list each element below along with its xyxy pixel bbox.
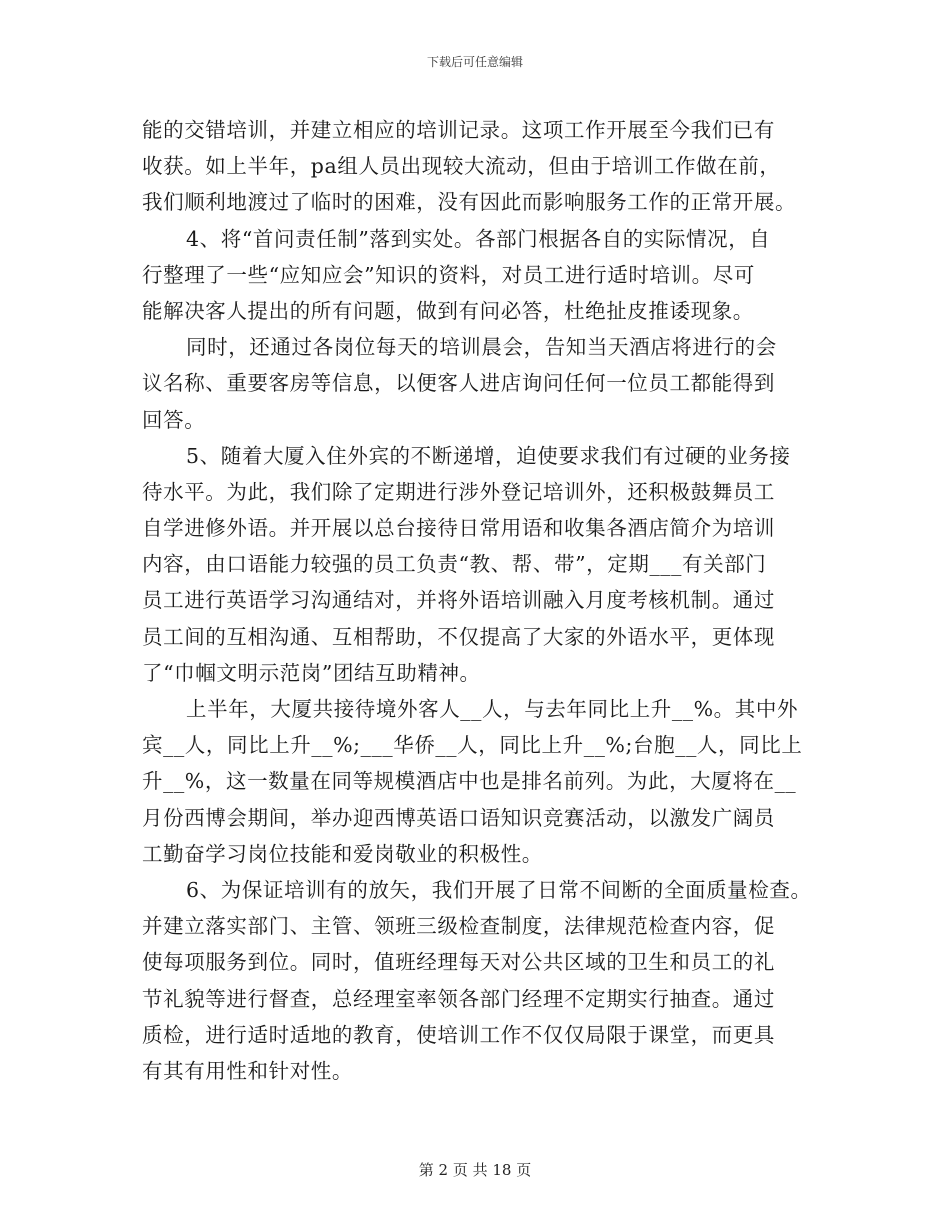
page-footer: 第 2 页 共 18 页 — [418, 1161, 532, 1179]
paragraph-start-line: 4、将“首问责任制”落到实处。各部门根据各自的实际情况，自 — [186, 226, 771, 251]
paragraph-start-line: 6、为保证培训有的放矢，我们开展了日常不间断的全面质量检查。 — [186, 877, 812, 902]
text-line: 节礼貌等进行督查，总经理室率领各部门经理不定期实行抽查。通过 — [142, 986, 775, 1011]
text-line: 质检，进行适时适地的教育，使培训工作不仅仅局限于课堂，而更具 — [142, 1022, 775, 1047]
text-line: 升__%，这一数量在同等规模酒店中也是排名前列。为此，大厦将在__ — [142, 769, 797, 794]
text-line: 月份西博会期间，举办迎西博英语口语知识竞赛活动，以激发广阔员 — [142, 805, 775, 830]
text-line: 内容，由口语能力较强的员工负责“教、帮、带”，定期___有关部门 — [142, 552, 767, 577]
text-line: 行整理了一些“应知应会”知识的资料，对员工进行适时培训。尽可 — [142, 262, 755, 287]
paragraph-start-line: 5、随着大厦入住外宾的不断递增，迫使要求我们有过硬的业务接 — [186, 443, 791, 468]
text-line: 回答。 — [142, 407, 206, 432]
text-line: 员工进行英语学习沟通结对，并将外语培训融入月度考核机制。通过 — [142, 588, 775, 613]
paragraph-start-line: 同时，还通过各岗位每天的培训晨会，告知当天酒店将进行的会 — [186, 335, 777, 360]
text-line: 有其有用性和针对性。 — [142, 1058, 353, 1083]
text-line: 议名称、重要客房等信息，以便客人进店询问任何一位员工都能得到 — [142, 371, 775, 396]
text-line: 使每项服务到位。同时，值班经理每天对公共区域的卫生和员工的礼 — [142, 950, 775, 975]
text-line: 能的交错培训，并建立相应的培训记录。这项工作开展至今我们已有 — [142, 118, 775, 142]
text-line: 员工间的互相沟通、互相帮助，不仅提高了大家的外语水平，更体现 — [142, 624, 775, 649]
text-line: 我们顺利地渡过了临时的困难，没有因此而影响服务工作的正常开展。 — [142, 190, 797, 215]
text-line: 自学进修外语。并开展以总台接待日常用语和收集各酒店简介为培训 — [142, 516, 775, 541]
page-header: 下载后可任意编辑 — [426, 55, 523, 69]
text-line: 能解决客人提出的所有问题，做到有问必答，杜绝扯皮推诿现象。 — [142, 298, 754, 323]
text-line: 待水平。为此，我们除了定期进行涉外登记培训外，还积极鼓舞员工 — [142, 479, 775, 504]
text-line: 工勤奋学习岗位技能和爱岗敬业的积极性。 — [142, 841, 543, 866]
document-body — [142, 112, 822, 1089]
paragraph-start-line: 上半年，大厦共接待境外客人__人，与去年同比上升__%。其中外 — [186, 697, 799, 721]
text-line: 了“巾帼文明示范岗”团结互助精神。 — [142, 660, 481, 685]
text-line: 并建立落实部门、主管、领班三级检查制度，法律规范检查内容，促 — [142, 914, 775, 939]
text-line: 收获。如上半年，pa组人员出现较大流动，但由于培训工作做在前， — [142, 154, 781, 179]
text-line: 宾__人，同比上升__%;___华侨__人，同比上升__%;台胞__人，同比上 — [142, 733, 803, 758]
